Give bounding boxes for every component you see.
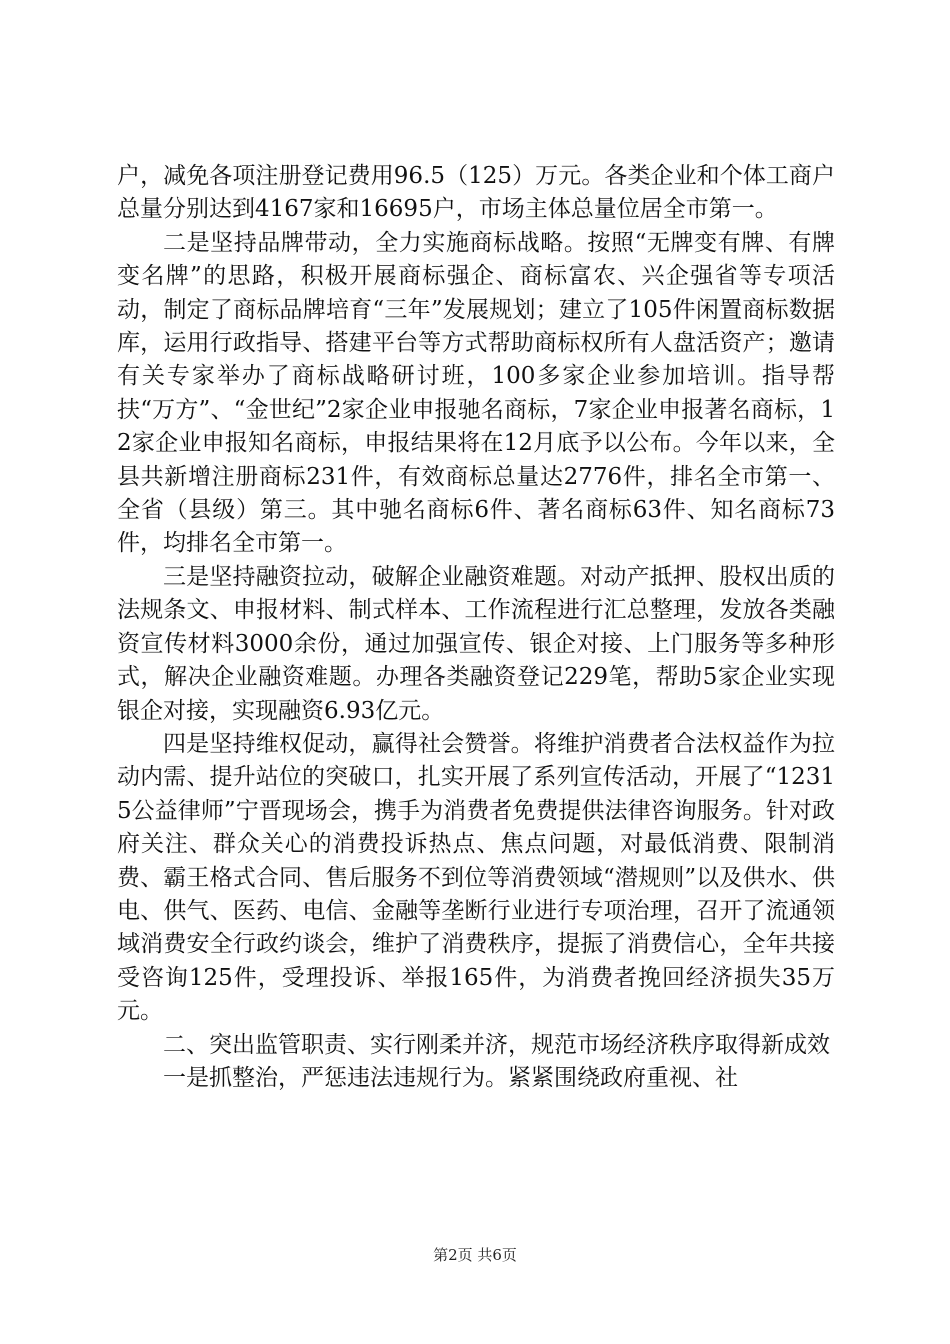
paragraph-rectification: 一是抓整治，严惩违法违规行为。紧紧围绕政府重视、社 <box>163 1064 738 1091</box>
page-number-footer: 第2页 共6页 <box>433 1246 517 1264</box>
section-heading: 二、突出监管职责、实行刚柔并济，规范市场经济秩序取得新成效 <box>163 1031 830 1058</box>
paragraph-consumer-rights: 四是坚持维权促动，赢得社会赞誉。将维护消费者合法权益作为拉动内需、提升站位的突破口，扎实开展了系列宣传活动，开展了“12315公益律师”宁晋现场会，携手为消费者免费提供法律咨询服务。针对政府关注、群众关心的消费投诉热点、焦点问题，对最低消费、限制消费、霸王格式合同、售后服务不到位等消费领域“潜规则”以及供水、供电、供气、医药、电信、金融等垄断行业进行专项治理，召开了流通领域消费安全行政约谈会，维护了消费秩序，提振了消费信心，全年共接受咨询125件，受理投诉、举报165件，为消费者挽回经济损失35万元。 <box>117 730 835 1025</box>
paragraph-brand-strategy: 二是坚持品牌带动，全力实施商标战略。按照“无牌变有牌、有牌变名牌”的思路，积极开展商标强企、商标富农、兴企强省等专项活动，制定了商标品牌培育“三年”发展规划；建立了105件闲置商标数据库，运用行政指导、搭建平台等方式帮助商标权所有人盘活资产；邀请有关专家举办了商标战略研讨班，100多家企业参加培训。指导帮扶“万方”、“金世纪”2家企业申报驰名商标，7家企业申报著名商标，12家企业申报知名商标，申报结果将在12月底予以公布。今年以来，全县共新增注册商标231件，有效商标总量达2776件，排名全市第一、全省（县级）第三。其中驰名商标6件、著名商标63件、知名商标73件，均排名全市第一。 <box>117 229 835 557</box>
paragraph-continuation: 户，减免各项注册登记费用96.5（125）万元。各类企业和个体工商户总量分别达到4167家和16695户，市场主体总量位居全市第一。 <box>117 163 835 223</box>
document-body <box>117 160 835 1095</box>
paragraph-financing: 三是坚持融资拉动，破解企业融资难题。对动产抵押、股权出质的法规条文、申报材料、制式样本、工作流程进行汇总整理，发放各类融资宣传材料3000余份，通过加强宣传、银企对接、上门服务等多种形式，解决企业融资难题。办理各类融资登记229笔，帮助5家企业实现银企对接，实现融资6.93亿元。 <box>117 563 835 724</box>
